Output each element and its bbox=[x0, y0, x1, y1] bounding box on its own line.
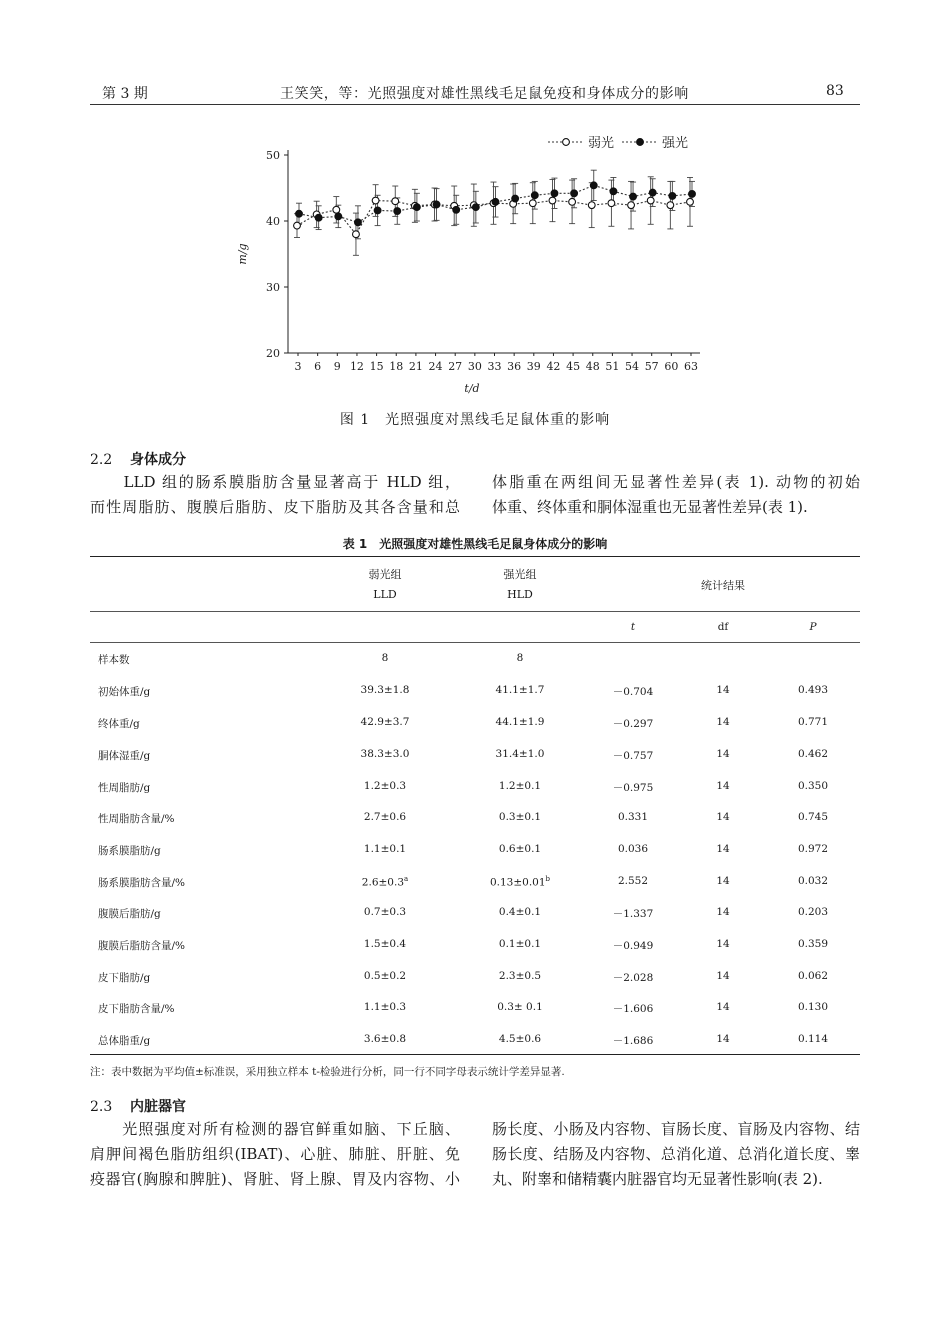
cell-df-text: 14 bbox=[716, 748, 730, 760]
cell-p-text: 0.032 bbox=[797, 875, 829, 887]
cell-hld-text: 0.3±0.1 bbox=[498, 811, 542, 823]
data-point bbox=[588, 202, 595, 209]
cell-hld bbox=[499, 811, 541, 823]
cell-t bbox=[618, 843, 648, 855]
section-2-3-left-column bbox=[90, 1117, 460, 1192]
cell-lld bbox=[361, 684, 410, 696]
cell-hld-text: 4.5±0.6 bbox=[498, 1033, 542, 1045]
cell-hld bbox=[499, 843, 541, 855]
data-point bbox=[512, 195, 519, 202]
cell-t-text: －0.757 bbox=[612, 750, 654, 762]
cell-hld bbox=[497, 1001, 543, 1013]
cell-df-text: 14 bbox=[716, 970, 730, 982]
cell-t-text: 0.331 bbox=[617, 811, 649, 823]
cell-df-text: 14 bbox=[716, 875, 730, 887]
row-label bbox=[98, 875, 185, 890]
cell-df-text: 14 bbox=[716, 716, 730, 728]
cell-p-text: 0.359 bbox=[797, 938, 829, 950]
cell-lld-text: 2.6±0.3 bbox=[361, 876, 405, 889]
table-top-rule bbox=[90, 556, 860, 557]
section-number: 2.3 bbox=[90, 1099, 113, 1115]
cell-lld bbox=[361, 748, 410, 760]
cell-hld-text: 31.4±1.0 bbox=[495, 748, 545, 760]
column-header-df: df bbox=[717, 621, 729, 633]
cell-lld-text: 0.5±0.2 bbox=[363, 970, 407, 982]
cell-p bbox=[798, 748, 828, 760]
column-header-p: P bbox=[809, 621, 817, 633]
legend-marker bbox=[563, 139, 570, 146]
cell-p bbox=[798, 1033, 828, 1045]
cell-lld-text: 2.7±0.6 bbox=[363, 811, 407, 823]
table-header-rule bbox=[90, 642, 860, 643]
cell-lld-text: 42.9±3.7 bbox=[360, 716, 410, 728]
cell-hld-text: 41.1±1.7 bbox=[495, 684, 545, 696]
cell-p bbox=[798, 684, 828, 696]
x-tick-label: 51 bbox=[605, 360, 620, 373]
cell-t bbox=[613, 1033, 654, 1048]
x-tick-label: 15 bbox=[369, 360, 384, 373]
cell-lld bbox=[364, 906, 406, 918]
cell-df bbox=[716, 843, 729, 855]
data-point bbox=[610, 188, 617, 195]
cell-df-text: 14 bbox=[716, 1001, 730, 1013]
data-point bbox=[315, 214, 322, 221]
data-point bbox=[392, 198, 399, 205]
x-tick-label: 3 bbox=[294, 360, 302, 373]
cell-df bbox=[716, 780, 729, 792]
table-note: 注：表中数据为平均值±标准误，采用独立样本 t-检验进行分析，同一行不同字母表示统计学差异显著. bbox=[90, 1066, 565, 1078]
row-label bbox=[98, 938, 185, 953]
x-tick-label: 57 bbox=[644, 360, 659, 373]
significance-letter: a bbox=[404, 875, 409, 883]
data-point bbox=[355, 219, 362, 226]
cell-lld bbox=[364, 1033, 406, 1045]
page-number: 83 bbox=[826, 83, 844, 99]
column-header-hld-name: 强光组 bbox=[503, 568, 537, 581]
x-tick-label: 63 bbox=[684, 360, 698, 373]
cell-df-text: 14 bbox=[716, 843, 730, 855]
cell-hld bbox=[499, 906, 541, 918]
legend-marker bbox=[637, 139, 644, 146]
x-tick-label: 45 bbox=[566, 360, 581, 373]
cell-t bbox=[613, 970, 654, 985]
x-tick-label: 9 bbox=[333, 360, 341, 373]
data-point bbox=[433, 201, 440, 208]
row-label bbox=[98, 906, 161, 921]
data-point bbox=[531, 192, 538, 199]
cell-lld-text: 8 bbox=[381, 652, 389, 664]
row-label bbox=[98, 652, 130, 667]
data-point bbox=[294, 222, 301, 229]
data-point bbox=[453, 206, 460, 213]
row-label-text: 胴体湿重/g bbox=[98, 750, 151, 762]
cell-df-text: 14 bbox=[716, 684, 730, 696]
column-header-lld-name: 弱光组 bbox=[368, 568, 402, 581]
cell-p bbox=[798, 938, 828, 950]
data-point bbox=[549, 197, 556, 204]
cell-hld-text: 2.3±0.5 bbox=[498, 970, 542, 982]
x-tick-label: 21 bbox=[408, 360, 423, 373]
section-2-3-right-column bbox=[492, 1117, 860, 1192]
running-header-title: 王笑笑，等：光照强度对雄性黑线毛足鼠免疫和身体成分的影响 bbox=[280, 86, 689, 102]
cell-t-text: 2.552 bbox=[617, 875, 649, 887]
cell-p-text: 0.745 bbox=[797, 811, 829, 823]
cell-lld bbox=[361, 716, 410, 728]
running-header-issue: 第 3 期 bbox=[102, 86, 148, 102]
cell-hld bbox=[499, 970, 541, 982]
text-line: 体脂重在两组间无显著性差异(表 1). 动物的初始 bbox=[492, 473, 860, 491]
cell-p-text: 0.462 bbox=[797, 748, 829, 760]
cell-df bbox=[716, 938, 729, 950]
row-label bbox=[98, 843, 161, 858]
cell-p bbox=[798, 1001, 828, 1013]
row-label-text: 腹膜后脂肪/g bbox=[98, 908, 161, 920]
cell-lld-text: 0.7±0.3 bbox=[363, 906, 407, 918]
y-tick-label: 40 bbox=[266, 215, 280, 228]
cell-p bbox=[798, 843, 828, 855]
data-point bbox=[529, 200, 536, 207]
section-2-2-right-column bbox=[492, 470, 860, 520]
text-line: 肩胛间褐色脂肪组织(IBAT)、心脏、肺脏、肝脏、免 bbox=[90, 1145, 460, 1163]
data-point bbox=[551, 190, 558, 197]
cell-lld-text: 1.2±0.3 bbox=[363, 780, 407, 792]
data-point bbox=[296, 210, 303, 217]
row-label bbox=[98, 684, 150, 699]
x-tick-label: 60 bbox=[664, 360, 679, 373]
cell-lld-text: 1.5±0.4 bbox=[363, 938, 407, 950]
cell-p-text: 0.114 bbox=[797, 1033, 829, 1045]
cell-hld-text: 0.6±0.1 bbox=[498, 843, 542, 855]
y-tick-label: 30 bbox=[266, 281, 280, 294]
cell-t bbox=[618, 811, 648, 823]
column-header-hld-code: HLD bbox=[507, 588, 533, 601]
cell-hld-text: 0.3± 0.1 bbox=[497, 1001, 543, 1013]
cell-t-text: －0.975 bbox=[612, 782, 654, 794]
cell-lld-text: 1.1±0.1 bbox=[363, 843, 407, 855]
row-label-text: 肠系膜脂肪/g bbox=[98, 845, 161, 857]
x-tick-label: 27 bbox=[448, 360, 463, 373]
cell-t-text: －0.297 bbox=[612, 718, 654, 730]
cell-lld-text: 1.1±0.3 bbox=[363, 1001, 407, 1013]
data-point bbox=[689, 191, 696, 198]
cell-t-text: 0.036 bbox=[617, 843, 649, 855]
cell-hld bbox=[496, 748, 545, 760]
cell-df bbox=[716, 875, 729, 887]
cell-df-text: 14 bbox=[716, 938, 730, 950]
row-label bbox=[98, 748, 150, 763]
body-weight-chart bbox=[0, 0, 950, 400]
cell-t-text: －2.028 bbox=[612, 972, 654, 984]
cell-p bbox=[798, 970, 828, 982]
text-line: 而性周脂肪、腹膜后脂肪、皮下脂肪及其各含量和总 bbox=[90, 498, 460, 516]
cell-hld-text: 8 bbox=[516, 652, 524, 664]
data-point bbox=[647, 197, 654, 204]
row-label-text: 初始体重/g bbox=[98, 686, 151, 698]
cell-hld bbox=[499, 938, 541, 950]
cell-hld-text: 0.13±0.01 bbox=[489, 876, 546, 889]
data-point bbox=[335, 213, 342, 220]
x-tick-label: 33 bbox=[487, 360, 502, 373]
cell-p bbox=[798, 811, 828, 823]
column-header-t: t bbox=[630, 621, 636, 633]
cell-t bbox=[613, 938, 654, 953]
cell-hld-text: 0.4±0.1 bbox=[498, 906, 542, 918]
cell-hld bbox=[499, 780, 541, 792]
cell-p-text: 0.350 bbox=[797, 780, 829, 792]
cell-df bbox=[716, 1033, 729, 1045]
column-header-lld bbox=[369, 565, 402, 605]
cell-lld bbox=[364, 970, 406, 982]
data-point bbox=[472, 204, 479, 211]
cell-p bbox=[798, 875, 828, 887]
cell-lld bbox=[382, 652, 389, 664]
cell-lld bbox=[364, 780, 406, 792]
x-tick-label: 54 bbox=[625, 360, 640, 373]
row-label-text: 皮下脂肪/g bbox=[98, 972, 151, 984]
cell-hld bbox=[490, 875, 550, 889]
cell-df-text: 14 bbox=[716, 1033, 730, 1045]
row-label bbox=[98, 1033, 150, 1048]
data-point bbox=[394, 208, 401, 215]
cell-p-text: 0.203 bbox=[797, 906, 829, 918]
cell-df bbox=[716, 716, 729, 728]
cell-df bbox=[716, 811, 729, 823]
cell-df-text: 14 bbox=[716, 906, 730, 918]
cell-lld bbox=[364, 938, 406, 950]
cell-lld bbox=[364, 843, 406, 855]
text-line: 肠长度、结肠及内容物、总消化道、总消化道长度、睾 bbox=[492, 1145, 860, 1163]
section-2-2-left-column bbox=[90, 470, 460, 520]
cell-lld bbox=[362, 875, 408, 889]
x-tick-label: 24 bbox=[428, 360, 443, 373]
cell-t bbox=[613, 684, 654, 699]
x-axis-label: t/d bbox=[464, 382, 480, 395]
data-point bbox=[571, 190, 578, 197]
cell-df-text: 14 bbox=[716, 780, 730, 792]
legend-label: 弱光 bbox=[588, 136, 615, 151]
x-tick-label: 39 bbox=[526, 360, 541, 373]
cell-p-text: 0.972 bbox=[797, 843, 829, 855]
cell-t-text: －0.949 bbox=[612, 940, 654, 952]
cell-df bbox=[716, 748, 729, 760]
row-label bbox=[98, 811, 175, 826]
significance-letter: b bbox=[545, 875, 551, 883]
x-tick-label: 42 bbox=[546, 360, 561, 373]
text-line: 肠长度、小肠及内容物、盲肠长度、盲肠及内容物、结 bbox=[492, 1120, 860, 1138]
data-point bbox=[667, 202, 674, 209]
data-point bbox=[608, 200, 615, 207]
figure-caption: 图 1 光照强度对黑线毛足鼠体重的影响 bbox=[339, 412, 611, 428]
data-point bbox=[372, 197, 379, 204]
cell-t bbox=[613, 748, 654, 763]
cell-lld bbox=[364, 1001, 406, 1013]
section-title: 身体成分 bbox=[130, 452, 186, 468]
cell-hld bbox=[496, 716, 545, 728]
column-header-lld-code: LLD bbox=[373, 588, 397, 601]
cell-p bbox=[798, 906, 828, 918]
x-tick-label: 18 bbox=[389, 360, 404, 373]
cell-p-text: 0.771 bbox=[797, 716, 829, 728]
table-bottom-rule bbox=[90, 1054, 860, 1055]
cell-lld-text: 3.6±0.8 bbox=[363, 1033, 407, 1045]
cell-hld-text: 1.2±0.1 bbox=[498, 780, 542, 792]
x-tick-label: 30 bbox=[467, 360, 482, 373]
x-tick-label: 48 bbox=[585, 360, 600, 373]
text-line: 光照强度对所有检测的器官鲜重如脑、下丘脑、 bbox=[90, 1120, 460, 1138]
data-point bbox=[353, 231, 360, 238]
data-point bbox=[374, 207, 381, 214]
cell-t-text: －1.686 bbox=[612, 1035, 654, 1047]
y-axis-label: m/g bbox=[236, 243, 249, 265]
cell-t-text: －1.606 bbox=[612, 1003, 654, 1015]
cell-hld-text: 0.1±0.1 bbox=[498, 938, 542, 950]
data-point bbox=[333, 206, 340, 213]
cell-df bbox=[716, 970, 729, 982]
row-label bbox=[98, 1001, 175, 1016]
section-title: 内脏器官 bbox=[130, 1099, 186, 1115]
data-point bbox=[649, 189, 656, 196]
row-label-text: 性周脂肪含量/% bbox=[98, 813, 175, 825]
table-mid-rule bbox=[90, 611, 860, 612]
text-line: 丸、附睾和储精囊内脏器官均无显著性影响(表 2). bbox=[492, 1170, 823, 1188]
row-label bbox=[98, 716, 140, 731]
row-label-text: 肠系膜脂肪含量/% bbox=[98, 877, 186, 889]
row-label-text: 终体重/g bbox=[98, 718, 140, 730]
cell-hld bbox=[496, 684, 545, 696]
x-tick-label: 12 bbox=[349, 360, 364, 373]
cell-p-text: 0.493 bbox=[797, 684, 829, 696]
data-point bbox=[630, 193, 637, 200]
data-point bbox=[669, 193, 676, 200]
cell-df bbox=[716, 906, 729, 918]
x-tick-label: 6 bbox=[314, 360, 322, 373]
data-point bbox=[569, 198, 576, 205]
data-point bbox=[590, 182, 597, 189]
row-label-text: 皮下脂肪含量/% bbox=[98, 1003, 175, 1015]
y-tick-label: 50 bbox=[266, 149, 280, 162]
cell-p bbox=[798, 780, 828, 792]
row-label-text: 腹膜后脂肪含量/% bbox=[98, 940, 186, 952]
cell-t bbox=[613, 1001, 654, 1016]
row-label-text: 性周脂肪/g bbox=[98, 782, 151, 794]
data-point bbox=[687, 198, 694, 205]
data-point bbox=[628, 202, 635, 209]
cell-p bbox=[798, 716, 828, 728]
column-header-stats: 统计结果 bbox=[701, 579, 745, 592]
cell-df-text: 14 bbox=[716, 811, 730, 823]
data-point bbox=[492, 198, 499, 205]
table-caption: 表 1 光照强度对雄性黑线毛足鼠身体成分的影响 bbox=[342, 537, 608, 551]
cell-p-text: 0.130 bbox=[797, 1001, 829, 1013]
row-label bbox=[98, 780, 150, 795]
row-label-text: 样本数 bbox=[98, 654, 130, 666]
cell-p-text: 0.062 bbox=[797, 970, 829, 982]
cell-df bbox=[716, 684, 729, 696]
text-line: LLD 组的肠系膜脂肪含量显著高于 HLD 组， bbox=[90, 473, 460, 491]
text-line: 疫器官(胸腺和脾脏)、肾脏、肾上腺、胃及内容物、小 bbox=[90, 1170, 460, 1188]
cell-hld-text: 44.1±1.9 bbox=[495, 716, 545, 728]
cell-lld bbox=[364, 811, 406, 823]
cell-t bbox=[618, 875, 648, 887]
cell-lld-text: 38.3±3.0 bbox=[360, 748, 410, 760]
cell-t bbox=[613, 780, 654, 795]
section-number: 2.2 bbox=[90, 452, 113, 468]
column-header-hld bbox=[504, 565, 537, 605]
row-label bbox=[98, 970, 150, 985]
cell-lld-text: 39.3±1.8 bbox=[360, 684, 410, 696]
cell-hld bbox=[517, 652, 524, 664]
cell-hld bbox=[499, 1033, 541, 1045]
data-point bbox=[414, 204, 421, 211]
section-heading-2-3 bbox=[90, 1096, 186, 1116]
cell-t-text: －0.704 bbox=[612, 686, 654, 698]
y-tick-label: 20 bbox=[266, 347, 280, 360]
cell-t bbox=[613, 716, 654, 731]
cell-t-text: －1.337 bbox=[612, 908, 654, 920]
cell-t bbox=[613, 906, 654, 921]
text-line: 体重、终体重和胴体湿重也无显著性差异(表 1). bbox=[492, 498, 808, 516]
cell-df bbox=[716, 1001, 729, 1013]
section-heading-2-2 bbox=[90, 449, 186, 469]
x-tick-label: 36 bbox=[507, 360, 522, 373]
row-label-text: 总体脂重/g bbox=[98, 1035, 151, 1047]
legend-label: 强光 bbox=[662, 136, 689, 151]
